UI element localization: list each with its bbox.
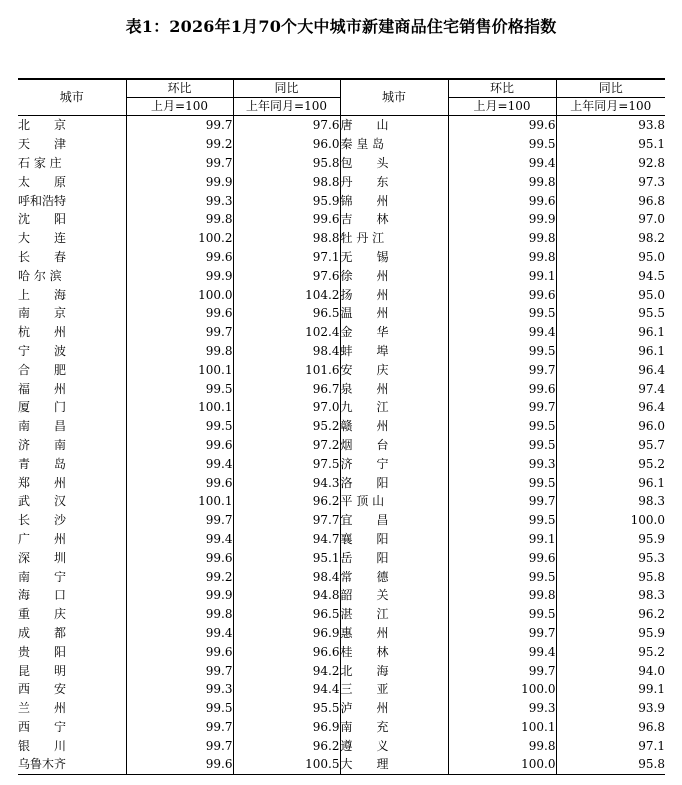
table-row — [18, 567, 665, 586]
yoy-index-cell: 98.3 — [556, 492, 665, 511]
mom-index-cell: 99.3 — [448, 699, 556, 718]
table-row — [18, 360, 665, 379]
yoy-index-cell: 96.0 — [556, 417, 665, 436]
table-row — [18, 605, 665, 624]
city-name-cell: 武 汉 — [18, 494, 67, 509]
city-name-cell: 遵 义 — [340, 736, 448, 755]
city-name-cell: 郑 州 — [18, 475, 67, 490]
yoy-index-cell: 95.9 — [556, 624, 665, 643]
city-column-header: 城市 — [18, 79, 126, 116]
yoy-index-cell: 96.5 — [233, 304, 340, 323]
city-name-cell: 银 川 — [18, 738, 67, 753]
mom-index-cell: 99.7 — [448, 360, 556, 379]
table-row — [18, 699, 665, 718]
yoy-index-cell: 95.5 — [556, 304, 665, 323]
city-name-cell: 九 江 — [340, 398, 448, 417]
city-name-cell: 平 顶 山 — [340, 492, 448, 511]
city-name-cell: 沈 阳 — [18, 212, 67, 227]
mom-index-cell: 99.7 — [448, 398, 556, 417]
yoy-index-cell: 95.2 — [233, 417, 340, 436]
city-name-cell: 重 庆 — [18, 607, 67, 622]
mom-index-cell: 99.6 — [448, 548, 556, 567]
table-row — [18, 229, 665, 248]
mom-index-cell: 99.6 — [448, 191, 556, 210]
yoy-index-cell: 95.3 — [556, 548, 665, 567]
yoy-index-cell: 96.1 — [556, 342, 665, 361]
table-row — [18, 718, 665, 737]
city-name-cell: 唐 山 — [340, 116, 448, 135]
yoy-index-cell: 96.9 — [233, 718, 340, 737]
city-name-cell: 牡 丹 江 — [340, 229, 448, 248]
mom-index-cell: 99.7 — [126, 116, 233, 135]
yoy-index-cell: 96.8 — [556, 718, 665, 737]
table-row — [18, 379, 665, 398]
city-name-cell: 烟 台 — [340, 436, 448, 455]
mom-index-cell: 99.8 — [126, 605, 233, 624]
city-name-cell: 南 昌 — [18, 419, 67, 434]
mom-index-cell: 99.5 — [448, 605, 556, 624]
city-name-cell: 呼和浩特 — [18, 193, 67, 208]
table-row — [18, 266, 665, 285]
yoy-index-cell: 97.6 — [233, 116, 340, 135]
yoy-index-cell: 102.4 — [233, 323, 340, 342]
mom-index-cell: 99.7 — [448, 624, 556, 643]
table-body — [18, 116, 665, 775]
yoy-index-cell: 97.3 — [556, 172, 665, 191]
yoy-index-cell: 96.2 — [233, 736, 340, 755]
table-row — [18, 680, 665, 699]
city-name-cell: 海 口 — [18, 588, 67, 603]
table-row — [18, 342, 665, 361]
city-name-cell: 秦 皇 岛 — [340, 135, 448, 154]
city-name-cell: 徐 州 — [340, 266, 448, 285]
city-name-cell: 哈 尔 滨 — [18, 268, 62, 283]
yoy-column-header: 同比 — [233, 79, 340, 98]
mom-index-cell: 99.3 — [126, 680, 233, 699]
yoy-index-cell: 98.8 — [233, 172, 340, 191]
yoy-index-cell: 95.5 — [233, 699, 340, 718]
city-name-cell: 乌鲁木齐 — [18, 755, 126, 774]
mom-index-cell: 99.6 — [448, 379, 556, 398]
yoy-index-cell: 93.9 — [556, 699, 665, 718]
yoy-index-cell: 95.2 — [556, 642, 665, 661]
mom-index-cell: 99.7 — [448, 661, 556, 680]
mom-index-cell: 99.6 — [126, 248, 233, 267]
yoy-index-cell: 94.8 — [233, 586, 340, 605]
yoy-index-cell: 98.8 — [233, 229, 340, 248]
mom-index-cell: 100.1 — [126, 360, 233, 379]
yoy-index-cell: 96.6 — [233, 642, 340, 661]
table-row — [18, 191, 665, 210]
yoy-base-label: 上年同月=100 — [556, 98, 665, 116]
yoy-index-cell: 97.1 — [233, 248, 340, 267]
city-name-cell: 大 连 — [18, 231, 67, 246]
mom-index-cell: 99.2 — [126, 567, 233, 586]
mom-index-cell: 99.3 — [126, 191, 233, 210]
city-column-header: 城市 — [340, 79, 448, 116]
mom-index-cell: 99.7 — [126, 154, 233, 173]
yoy-index-cell: 94.5 — [556, 266, 665, 285]
yoy-index-cell: 96.0 — [233, 135, 340, 154]
city-name-cell: 惠 州 — [340, 624, 448, 643]
mom-base-label: 上月=100 — [126, 98, 233, 116]
city-name-cell: 吉 林 — [340, 210, 448, 229]
city-name-cell: 大 理 — [340, 755, 448, 774]
yoy-index-cell: 99.1 — [556, 680, 665, 699]
city-name-cell: 太 原 — [18, 174, 67, 189]
city-name-cell: 合 肥 — [18, 362, 67, 377]
city-name-cell: 洛 阳 — [340, 473, 448, 492]
city-name-cell: 济 南 — [18, 437, 67, 452]
mom-index-cell: 100.0 — [448, 680, 556, 699]
yoy-index-cell: 92.8 — [556, 154, 665, 173]
mom-index-cell: 99.5 — [448, 135, 556, 154]
yoy-index-cell: 94.7 — [233, 530, 340, 549]
table-row — [18, 135, 665, 154]
mom-index-cell: 99.6 — [126, 755, 233, 774]
price-index-table — [18, 78, 665, 775]
mom-index-cell: 99.5 — [448, 473, 556, 492]
mom-index-cell: 100.1 — [126, 398, 233, 417]
mom-index-cell: 99.8 — [448, 586, 556, 605]
table-row — [18, 154, 665, 173]
city-name-cell: 无 锡 — [340, 248, 448, 267]
mom-index-cell: 99.7 — [126, 661, 233, 680]
mom-index-cell: 99.1 — [448, 530, 556, 549]
mom-index-cell: 100.1 — [448, 718, 556, 737]
city-name-cell: 岳 阳 — [340, 548, 448, 567]
yoy-index-cell: 94.3 — [233, 473, 340, 492]
city-name-cell: 北 京 — [18, 118, 67, 133]
table-row — [18, 755, 665, 774]
table-row — [18, 548, 665, 567]
mom-index-cell: 99.6 — [448, 285, 556, 304]
mom-index-cell: 99.7 — [126, 323, 233, 342]
mom-index-cell: 99.7 — [448, 492, 556, 511]
mom-index-cell: 100.0 — [448, 755, 556, 774]
yoy-index-cell: 95.9 — [556, 530, 665, 549]
mom-index-cell: 100.0 — [126, 285, 233, 304]
mom-index-cell: 99.5 — [126, 699, 233, 718]
table-row — [18, 210, 665, 229]
mom-index-cell: 99.9 — [126, 172, 233, 191]
city-name-cell: 安 庆 — [340, 360, 448, 379]
mom-index-cell: 99.4 — [126, 624, 233, 643]
city-name-cell: 襄 阳 — [340, 530, 448, 549]
mom-index-cell: 99.9 — [126, 266, 233, 285]
yoy-index-cell: 97.4 — [556, 379, 665, 398]
table-row — [18, 285, 665, 304]
city-name-cell: 宁 波 — [18, 343, 67, 358]
table-row — [18, 172, 665, 191]
mom-index-cell: 99.5 — [448, 567, 556, 586]
table-row — [18, 624, 665, 643]
mom-base-label: 上月=100 — [448, 98, 556, 116]
yoy-index-cell: 95.1 — [556, 135, 665, 154]
yoy-index-cell: 95.7 — [556, 436, 665, 455]
mom-index-cell: 99.8 — [448, 248, 556, 267]
table-row — [18, 417, 665, 436]
table-title: 表1：2026年1月70个大中城市新建商品住宅销售价格指数 — [125, 17, 557, 36]
table-row — [18, 323, 665, 342]
city-name-cell: 深 圳 — [18, 550, 67, 565]
city-name-cell: 泸 州 — [340, 699, 448, 718]
yoy-index-cell: 95.0 — [556, 248, 665, 267]
table-row — [18, 304, 665, 323]
yoy-index-cell: 94.2 — [233, 661, 340, 680]
mom-index-cell: 99.7 — [126, 736, 233, 755]
mom-index-cell: 99.8 — [126, 342, 233, 361]
yoy-index-cell: 96.5 — [233, 605, 340, 624]
city-name-cell: 济 宁 — [340, 454, 448, 473]
city-name-cell: 泉 州 — [340, 379, 448, 398]
city-name-cell: 金 华 — [340, 323, 448, 342]
mom-index-cell: 100.2 — [126, 229, 233, 248]
mom-index-cell: 99.4 — [126, 530, 233, 549]
yoy-index-cell: 95.9 — [233, 191, 340, 210]
yoy-index-cell: 95.1 — [233, 548, 340, 567]
city-name-cell: 福 州 — [18, 381, 67, 396]
yoy-index-cell: 95.8 — [233, 154, 340, 173]
yoy-index-cell: 97.6 — [233, 266, 340, 285]
yoy-index-cell: 97.1 — [556, 736, 665, 755]
city-name-cell: 兰 州 — [18, 701, 67, 716]
city-name-cell: 长 沙 — [18, 513, 67, 528]
mom-index-cell: 99.8 — [448, 229, 556, 248]
city-name-cell: 成 都 — [18, 625, 67, 640]
mom-column-header: 环比 — [448, 79, 556, 98]
mom-index-cell: 99.5 — [448, 342, 556, 361]
mom-index-cell: 99.8 — [448, 172, 556, 191]
city-name-cell: 温 州 — [340, 304, 448, 323]
mom-index-cell: 99.6 — [126, 642, 233, 661]
yoy-index-cell: 100.0 — [556, 511, 665, 530]
table-row — [18, 530, 665, 549]
yoy-index-cell: 104.2 — [233, 285, 340, 304]
mom-index-cell: 99.2 — [126, 135, 233, 154]
yoy-index-cell: 96.1 — [556, 323, 665, 342]
mom-index-cell: 99.4 — [126, 454, 233, 473]
yoy-index-cell: 97.0 — [233, 398, 340, 417]
yoy-index-cell: 97.5 — [233, 454, 340, 473]
table-row — [18, 454, 665, 473]
yoy-index-cell: 96.8 — [556, 191, 665, 210]
city-name-cell: 厦 门 — [18, 400, 67, 415]
city-name-cell: 南 京 — [18, 306, 67, 321]
city-name-cell: 三 亚 — [340, 680, 448, 699]
yoy-index-cell: 96.9 — [233, 624, 340, 643]
table-row — [18, 473, 665, 492]
mom-index-cell: 99.5 — [448, 436, 556, 455]
yoy-base-label: 上年同月=100 — [233, 98, 340, 116]
table-row — [18, 736, 665, 755]
mom-index-cell: 99.6 — [126, 304, 233, 323]
yoy-index-cell: 96.7 — [233, 379, 340, 398]
city-name-cell: 扬 州 — [340, 285, 448, 304]
city-name-cell: 宜 昌 — [340, 511, 448, 530]
city-name-cell: 杭 州 — [18, 325, 67, 340]
table-row — [18, 116, 665, 135]
mom-index-cell: 99.5 — [448, 511, 556, 530]
mom-index-cell: 99.9 — [448, 210, 556, 229]
mom-index-cell: 99.8 — [126, 210, 233, 229]
yoy-index-cell: 101.6 — [233, 360, 340, 379]
mom-index-cell: 99.1 — [448, 266, 556, 285]
mom-index-cell: 99.3 — [448, 454, 556, 473]
yoy-index-cell: 95.8 — [556, 567, 665, 586]
yoy-index-cell: 96.4 — [556, 398, 665, 417]
mom-index-cell: 99.4 — [448, 642, 556, 661]
city-name-cell: 西 宁 — [18, 719, 67, 734]
city-name-cell: 韶 关 — [340, 586, 448, 605]
yoy-index-cell: 96.1 — [556, 473, 665, 492]
mom-index-cell: 99.5 — [126, 417, 233, 436]
mom-index-cell: 99.4 — [448, 154, 556, 173]
city-name-cell: 丹 东 — [340, 172, 448, 191]
city-name-cell: 广 州 — [18, 531, 67, 546]
table-row — [18, 248, 665, 267]
yoy-index-cell: 95.8 — [556, 755, 665, 774]
yoy-index-cell: 98.3 — [556, 586, 665, 605]
yoy-index-cell: 96.2 — [556, 605, 665, 624]
table-row — [18, 511, 665, 530]
mom-index-cell: 99.8 — [448, 736, 556, 755]
mom-index-cell: 99.7 — [126, 718, 233, 737]
city-name-cell: 北 海 — [340, 661, 448, 680]
yoy-index-cell: 98.2 — [556, 229, 665, 248]
yoy-index-cell: 94.0 — [556, 661, 665, 680]
mom-index-cell: 99.9 — [126, 586, 233, 605]
yoy-column-header: 同比 — [556, 79, 665, 98]
mom-index-cell: 99.6 — [448, 116, 556, 135]
table-row — [18, 642, 665, 661]
mom-index-cell: 99.5 — [126, 379, 233, 398]
yoy-index-cell: 96.4 — [556, 360, 665, 379]
mom-index-cell: 99.7 — [126, 511, 233, 530]
city-name-cell: 长 春 — [18, 249, 67, 264]
mom-index-cell: 99.5 — [448, 417, 556, 436]
table-row — [18, 661, 665, 680]
yoy-index-cell: 99.6 — [233, 210, 340, 229]
yoy-index-cell: 98.4 — [233, 342, 340, 361]
yoy-index-cell: 93.8 — [556, 116, 665, 135]
city-name-cell: 天 津 — [18, 137, 67, 152]
city-name-cell: 包 头 — [340, 154, 448, 173]
table-row — [18, 492, 665, 511]
city-name-cell: 桂 林 — [340, 642, 448, 661]
city-name-cell: 南 宁 — [18, 569, 67, 584]
yoy-index-cell: 97.2 — [233, 436, 340, 455]
table-row — [18, 436, 665, 455]
city-name-cell: 石 家 庄 — [18, 155, 62, 170]
city-name-cell: 贵 阳 — [18, 644, 67, 659]
city-name-cell: 上 海 — [18, 287, 67, 302]
mom-index-cell: 99.6 — [126, 436, 233, 455]
city-name-cell: 蚌 埠 — [340, 342, 448, 361]
yoy-index-cell: 97.0 — [556, 210, 665, 229]
city-name-cell: 昆 明 — [18, 663, 67, 678]
mom-index-cell: 99.6 — [126, 473, 233, 492]
city-name-cell: 南 充 — [340, 718, 448, 737]
city-name-cell: 湛 江 — [340, 605, 448, 624]
city-name-cell: 西 安 — [18, 682, 67, 697]
table-header — [18, 79, 665, 116]
yoy-index-cell: 98.4 — [233, 567, 340, 586]
city-name-cell: 锦 州 — [340, 191, 448, 210]
table-row — [18, 586, 665, 605]
mom-index-cell: 100.1 — [126, 492, 233, 511]
mom-column-header: 环比 — [126, 79, 233, 98]
mom-index-cell: 99.5 — [448, 304, 556, 323]
mom-index-cell: 99.6 — [126, 548, 233, 567]
yoy-index-cell: 95.0 — [556, 285, 665, 304]
yoy-index-cell: 95.2 — [556, 454, 665, 473]
yoy-index-cell: 97.7 — [233, 511, 340, 530]
city-name-cell: 赣 州 — [340, 417, 448, 436]
yoy-index-cell: 94.4 — [233, 680, 340, 699]
city-name-cell: 常 德 — [340, 567, 448, 586]
table-row — [18, 398, 665, 417]
yoy-index-cell: 100.5 — [233, 755, 340, 774]
city-name-cell: 青 岛 — [18, 456, 67, 471]
yoy-index-cell: 96.2 — [233, 492, 340, 511]
mom-index-cell: 99.4 — [448, 323, 556, 342]
